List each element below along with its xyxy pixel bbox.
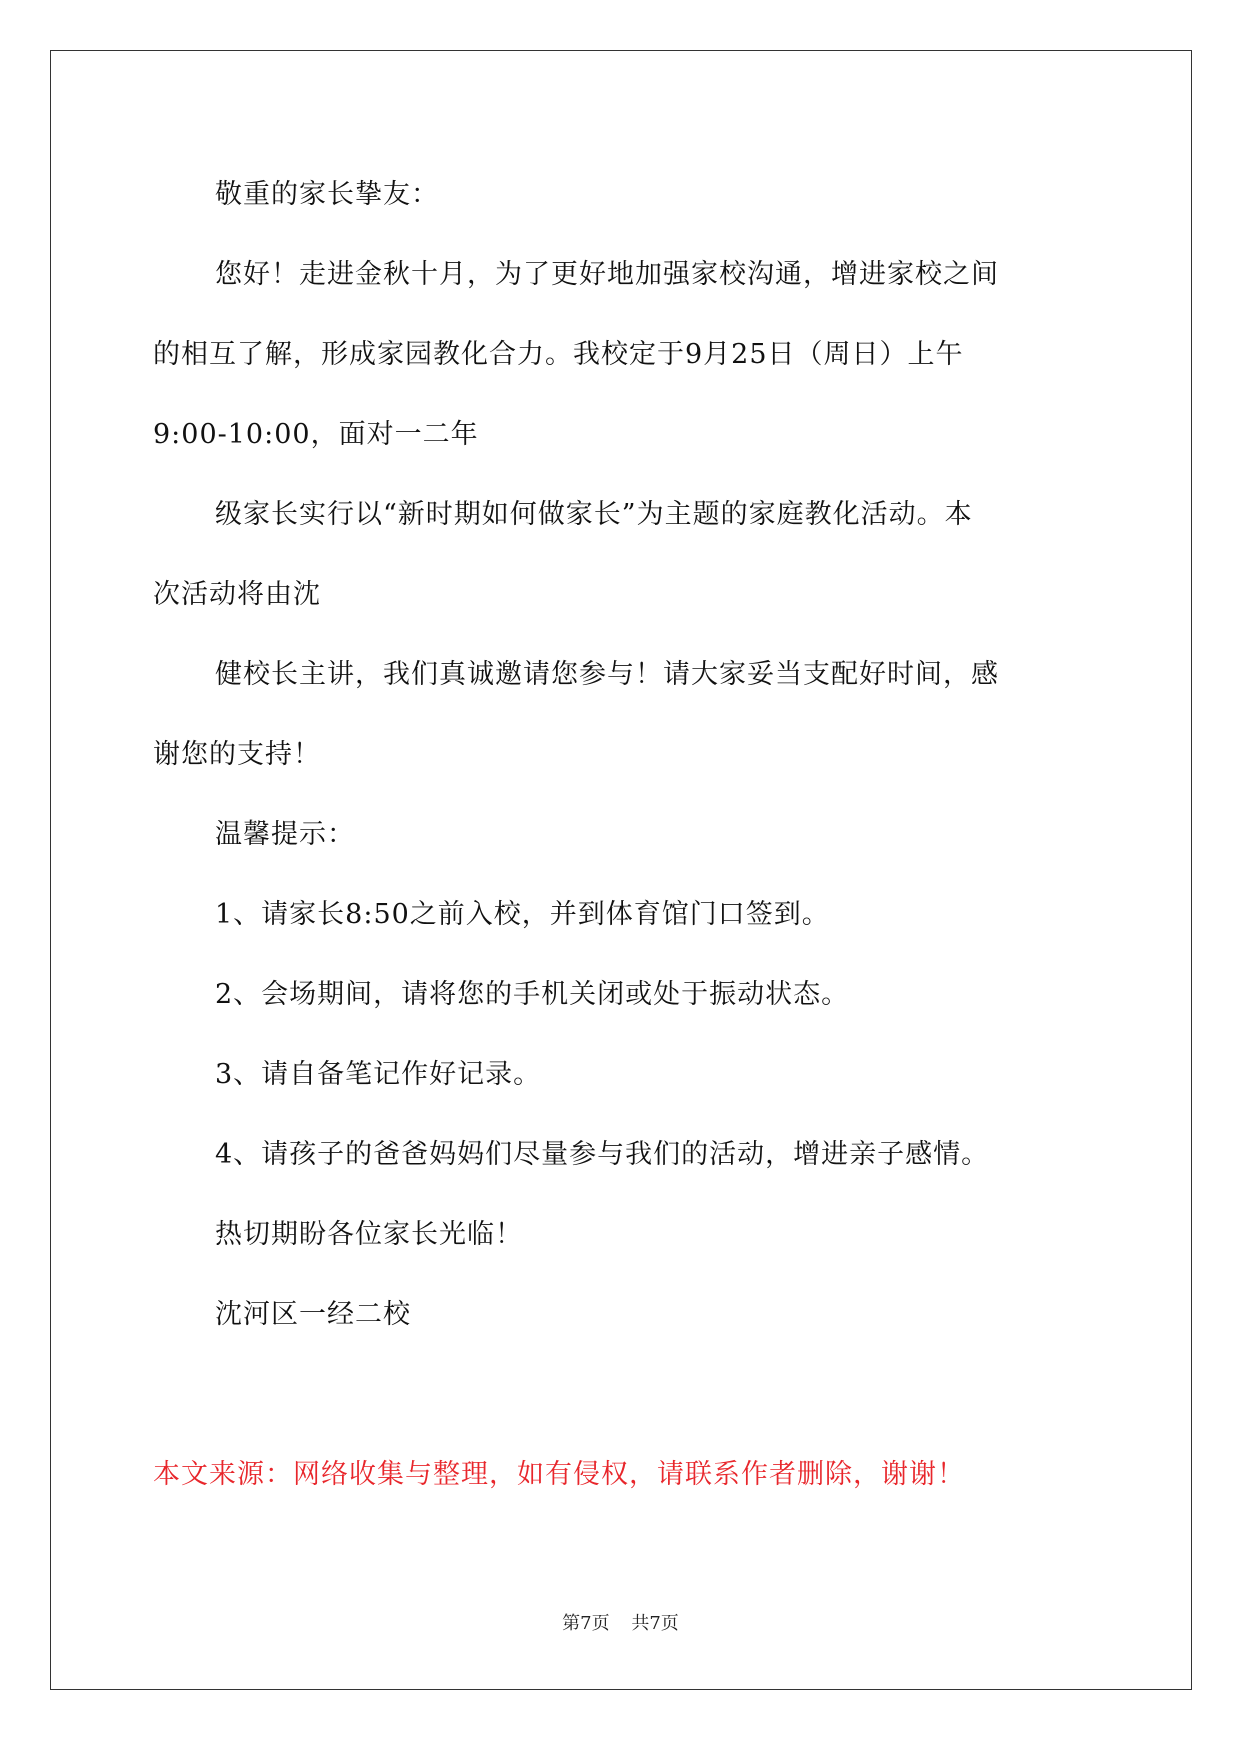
page-border <box>50 50 1192 1690</box>
signature: 沈河区一经二校 <box>215 1299 411 1330</box>
page-total: 共7页 <box>631 1613 679 1634</box>
paragraph-2-line-2: 次活动将由沈 <box>153 579 321 610</box>
tip-item-3: 3、请自备笔记作好记录。 <box>215 1059 542 1090</box>
paragraph-1-line-3: 9:00-10:00，面对一二年 <box>153 419 479 450</box>
closing: 热切期盼各位家长光临！ <box>215 1219 523 1250</box>
paragraph-1-line-2: 的相互了解，形成家园教化合力。我校定于9月25日（周日）上午 <box>153 339 964 370</box>
page-number: 第7页 <box>562 1613 610 1634</box>
tips-title: 温馨提示： <box>215 819 355 850</box>
paragraph-3-line-1: 健校长主讲，我们真诚邀请您参与！请大家妥当支配好时间，感 <box>215 659 999 690</box>
tip-item-2: 2、会场期间，请将您的手机关闭或处于振动状态。 <box>215 979 850 1010</box>
paragraph-3-line-2: 谢您的支持！ <box>153 739 321 770</box>
paragraph-1-line-1: 您好！走进金秋十月，为了更好地加强家校沟通，增进家校之间 <box>215 259 999 290</box>
page-footer <box>0 1609 1241 1635</box>
source-note: 本文来源：网络收集与整理，如有侵权，请联系作者删除，谢谢！ <box>153 1459 965 1490</box>
salutation: 敬重的家长挚友： <box>215 179 439 210</box>
tip-item-4: 4、请孩子的爸爸妈妈们尽量参与我们的活动，增进亲子感情。 <box>215 1139 990 1170</box>
paragraph-2-line-1: 级家长实行以“新时期如何做家长”为主题的家庭教化活动。本 <box>215 499 973 530</box>
tip-item-1: 1、请家长8:50之前入校，并到体育馆门口签到。 <box>215 899 830 930</box>
